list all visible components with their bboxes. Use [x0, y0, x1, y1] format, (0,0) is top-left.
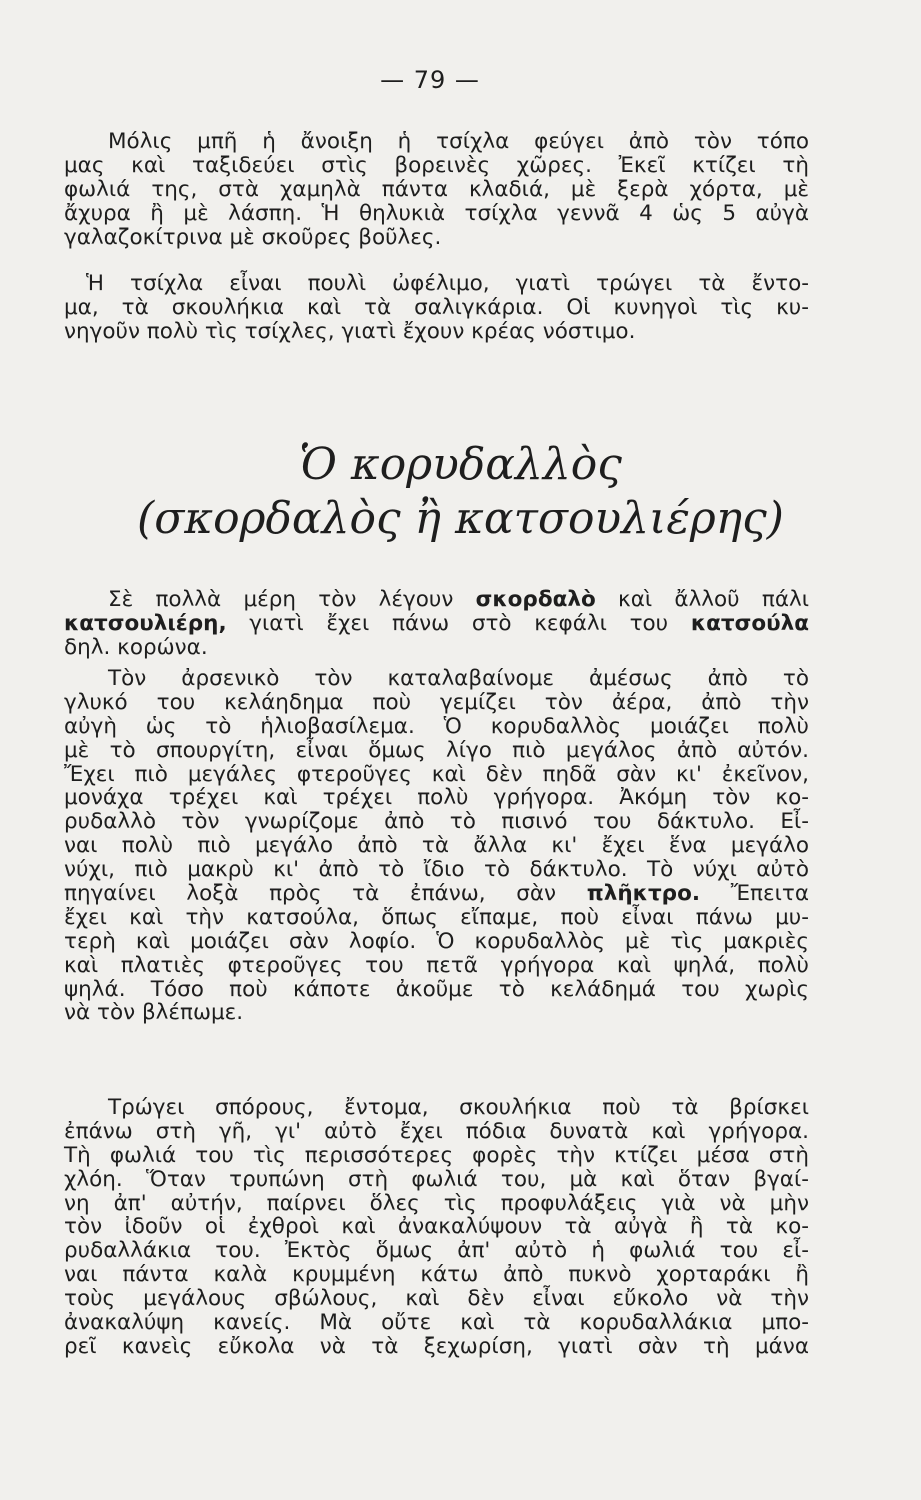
text-line	[64, 588, 809, 612]
text-line: μα, τὰ σκουλήκια καὶ τὰ σαλιγκάρια. Οἱ κυνηγοὶ τὶς κυ-	[64, 294, 809, 320]
text-run: Ἔπειτα	[700, 881, 809, 907]
paragraph-thrush-migration	[64, 130, 809, 249]
bold-term: πλῆκτρο.	[586, 881, 701, 907]
text-line: μονάχα τρέχει καὶ τρέχει πολὺ γρήγορα. Ἀκόμη τὸν κο-	[64, 785, 809, 811]
text-line: νὰ τὸν βλέπωμε.	[64, 1000, 244, 1026]
text-line: χλόη. Ὅταν τρυπώνη στὴ φωλιά του, μὰ καὶ ὅταν βγαί-	[64, 1166, 809, 1192]
text-line: μας καὶ ταξιδεύει στὶς βορεινὲς χῶρες. Ἐκεῖ κτίζει τὴ	[64, 152, 809, 178]
text-line: ρεῖ κανεὶς εὔκολα νὰ τὰ ξεχωρίση, γιατὶ σὰν τὴ μάνα	[64, 1333, 809, 1359]
text-line: γαλαζοκίτρινα μὲ σκοῦρες βοῦλες.	[64, 224, 442, 250]
text-line: ἐπάνω στὴ γῆ, γι' αὐτὸ ἔχει πόδια δυνατὰ καὶ γρήγορα.	[64, 1118, 809, 1144]
paragraph-thrush-useful	[64, 272, 809, 344]
text-line: ἀνακαλύψη κανείς. Μὰ οὔτε καὶ τὰ κορυδαλλάκια μπο-	[64, 1310, 809, 1336]
section-subheading-lark-names: (σκορδαλὸς ἢ κατσουλιέρης)	[137, 493, 784, 544]
paragraph-lark-names	[64, 588, 809, 660]
text-line: τὸν ἰδοῦν οἱ ἐχθροὶ καὶ ἀνακαλύψουν τὰ αὐγὰ ἢ τὰ κο-	[64, 1214, 809, 1240]
text-line: ναι πολὺ πιὸ μεγάλο ἀπὸ τὰ ἄλλα κι' ἔχει ἕνα μεγάλο	[64, 833, 809, 859]
bold-term: κατσούλα	[690, 610, 809, 636]
text-line: νύχι, πιὸ μακρὺ κι' ἀπὸ τὸ ἴδιο τὸ δάκτυλο. Τὸ νύχι αὐτὸ	[64, 857, 809, 883]
text-line: ἔχει καὶ τὴν κατσούλα, ὅπως εἴπαμε, ποὺ εἶναι πάνω μυ-	[64, 904, 809, 930]
text-line: ρυδαλλάκια του. Ἐκτὸς ὅμως ἀπ' αὐτὸ ἡ φωλιά του εἶ-	[64, 1238, 809, 1264]
text-line: αὐγὴ ὡς τὸ ἡλιοβασίλεμα. Ὁ κορυδαλλὸς μοιάζει πολὺ	[64, 713, 809, 739]
text-line: ρυδαλλὸ τὸν γνωρίζομε ἀπὸ τὸ πισινό του δάκτυλο. Εἶ-	[64, 809, 809, 835]
text-line: τερὴ καὶ μοιάζει σὰν λοφίο. Ὁ κορυδαλλὸς μὲ τὶς μακριὲς	[64, 928, 809, 954]
text-line: Τὸν ἀρσενικὸ τὸν καταλαβαίνομε ἀμέσως ἀπὸ τὸ	[108, 666, 809, 691]
text-run: καὶ ἄλλοῦ πάλι	[595, 587, 810, 612]
text-line: δηλ. κορώνα.	[64, 634, 208, 660]
text-line: Μόλις μπῆ ἡ ἄνοιξη ἡ τσίχλα φεύγει ἀπὸ τὸν τόπο	[108, 129, 809, 154]
text-line: καὶ πλατιὲς φτεροῦγες του πετᾶ γρήγορα καὶ ψηλά, πολὺ	[64, 952, 809, 978]
paragraph-lark-nest	[64, 1096, 809, 1359]
section-heading-lark: Ὁ κορυδαλλὸς	[299, 439, 622, 490]
text-line: ναι πάντα καλὰ κρυμμένη κάτω ἀπὸ πυκνὸ χορταράκι ἢ	[64, 1262, 809, 1288]
paragraph-lark-description	[64, 667, 809, 1025]
text-run: Σὲ πολλὰ μέρη τὸν λέγουν	[108, 587, 476, 612]
bold-term: σκορδαλὸ	[475, 587, 596, 612]
text-line: τοὺς μεγάλους σβώλους, καὶ δὲν εἶναι εὔκολο νὰ τὴν	[64, 1286, 809, 1312]
text-line: φωλιά της, στὰ χαμηλὰ πάντα κλαδιά, μὲ ξερὰ χόρτα, μὲ	[64, 176, 809, 202]
page-number: — 79 —	[380, 66, 480, 94]
text-line: γλυκό του κελάηδημα ποὺ γεμίζει τὸν ἀέρα, ἀπὸ τὴν	[64, 689, 809, 715]
text-line: Ἔχει πιὸ μεγάλες φτεροῦγες καὶ δὲν πηδᾶ σὰν κι' ἐκεῖνον,	[64, 761, 809, 787]
text-line	[64, 612, 809, 636]
text-run: γιατὶ ἔχει πάνω στὸ κεφάλι του	[226, 610, 691, 636]
text-line	[64, 882, 809, 906]
bold-term: κατσουλιέρη,	[64, 610, 227, 636]
text-line: Τὴ φωλιά του τὶς περισσότερες φορὲς τὴν κτίζει μέσα στὴ	[64, 1142, 809, 1168]
text-line: νη ἀπ' αὐτήν, παίρνει ὅλες τὶς προφυλάξεις γιὰ νὰ μὴν	[64, 1190, 809, 1216]
text-line: ψηλά. Τόσο ποὺ κάποτε ἀκοῦμε τὸ κελάδημά του χωρὶς	[64, 976, 809, 1002]
text-line: Ἡ τσίχλα εἶναι πουλὶ ὠφέλιμο, γιατὶ τρώγει τὰ ἔντο-	[86, 271, 809, 296]
text-line: ἄχυρα ἢ μὲ λάσπη. Ἡ θηλυκιὰ τσίχλα γεννᾶ 4 ὡς 5 αὐγὰ	[64, 200, 809, 226]
text-line: μὲ τὸ σπουργίτη, εἶναι ὅμως λίγο πιὸ μεγάλος ἀπὸ αὐτόν.	[64, 737, 809, 763]
text-run: πηγαίνει λοξὰ πρὸς τὰ ἐπάνω, σὰν	[64, 881, 587, 907]
text-line: νηγοῦν πολὺ τὶς τσίχλες, γιατὶ ἔχουν κρέας νόστιμο.	[64, 318, 636, 344]
text-line: Τρώγει σπόρους, ἔντομα, σκουλήκια ποὺ τὰ βρίσκει	[108, 1095, 809, 1120]
